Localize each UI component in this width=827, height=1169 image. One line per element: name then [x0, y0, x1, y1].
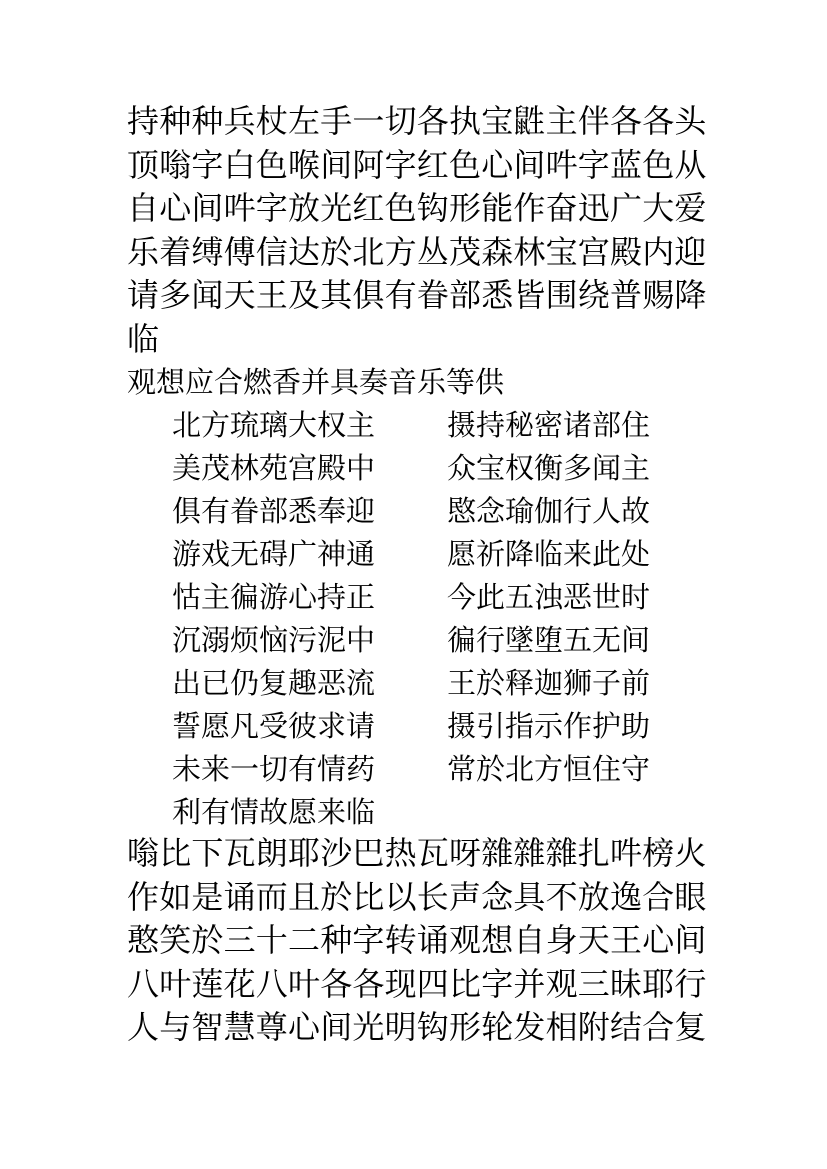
verse-row — [172, 576, 692, 619]
verse-left: 利有情故愿来临 — [172, 795, 376, 829]
verse-left: 誓愿凡受彼求请 — [172, 709, 376, 743]
verse-right: 众宝权衡多闻主 — [447, 451, 651, 485]
verse-left: 北方琉璃大权主 — [172, 408, 376, 442]
text-line: 自心间吽字放光红色钩形能作奋迅广大爱 — [127, 189, 707, 228]
bottom-paragraph — [127, 832, 717, 1050]
verse-row — [172, 662, 692, 705]
verse-row — [172, 748, 692, 791]
verse-left: 俱有眷部悉奉迎 — [172, 494, 376, 528]
verse-right: 摄引指示作护助 — [447, 709, 651, 743]
text-line: 持种种兵杖左手一切各执宝鼪主伴各各头 — [127, 102, 707, 140]
verse-block — [172, 404, 692, 834]
verse-row — [172, 533, 692, 576]
verse-row — [172, 447, 692, 490]
verse-left: 游戏无碍广神通 — [172, 537, 376, 571]
text-line: 嗡比下瓦朗耶沙巴热瓦呀雜雜雜扎吽榜火 — [127, 834, 707, 872]
verse-right — [447, 791, 692, 834]
text-line: 请多闻天王及其俱有眷部悉皆围绕普赐降 — [127, 276, 707, 315]
text-line: 憨笑於三十二种字转诵观想自身天王心间 — [127, 921, 707, 960]
verse-row — [172, 619, 692, 662]
verse-right: 愿祈降临来此处 — [447, 537, 651, 571]
verse-right: 摄持秘密诸部住 — [447, 408, 651, 442]
intro-line: 观想应合燃香并具奏音乐等供 — [127, 365, 505, 399]
text-line: 八叶莲花八叶各各现四比字并观三昧耶行 — [127, 964, 707, 1003]
text-line: 人与智慧尊心间光明钩形轮发相附结合复 — [127, 1008, 707, 1047]
text-line: 乐着缚傅信达於北方丛茂森林宝宫殿内迎 — [127, 232, 707, 271]
verse-row — [172, 404, 692, 447]
verse-left: 未来一切有情药 — [172, 752, 376, 786]
verse-right: 徧行墜堕五无间 — [447, 623, 651, 657]
text-line: 顶嗡字白色喉间阿字红色心间吽字蓝色从 — [127, 145, 707, 184]
text-line: 临 — [127, 319, 160, 358]
verse-right: 今此五浊恶世时 — [447, 580, 651, 614]
verse-left: 怙主徧游心持正 — [172, 580, 376, 614]
verse-row — [172, 490, 692, 533]
verse-left: 沉溺烦恼污泥中 — [172, 623, 376, 657]
text-line: 作如是诵而且於比以长声念具不放逸合眼 — [127, 877, 707, 916]
verse-right: 常於北方恒住守 — [447, 752, 651, 786]
verse-right: 王於释迦狮子前 — [447, 666, 651, 700]
verse-row — [172, 791, 692, 834]
verse-left: 美茂林苑宫殿中 — [172, 451, 376, 485]
top-paragraph — [127, 100, 717, 362]
verse-right: 愍念瑜伽行人故 — [447, 494, 651, 528]
verse-row — [172, 705, 692, 748]
verse-left: 出已仍复趣恶流 — [172, 666, 376, 700]
